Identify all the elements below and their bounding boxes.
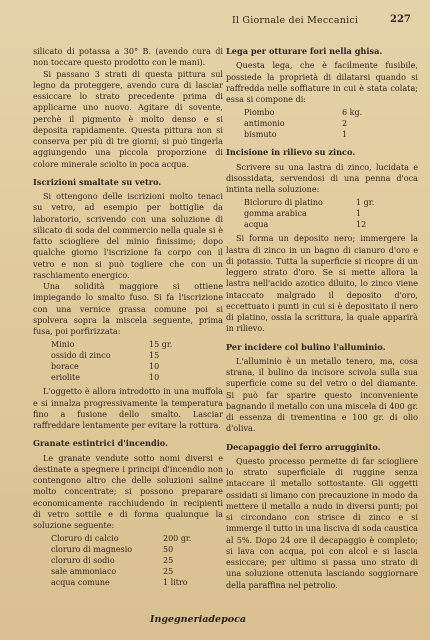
recipe-row bbox=[244, 129, 397, 140]
recipe-table bbox=[51, 339, 204, 383]
paragraph: silicato di potassa a 30° B. (avendo cura di non toccare questo prodotto con le mani). bbox=[33, 46, 223, 68]
ingredient-name: Minio bbox=[51, 340, 75, 350]
ingredient-name: sale ammoniaco bbox=[51, 567, 117, 577]
recipe-row bbox=[244, 208, 411, 219]
paragraph: Si passano 3 strati di questa pittura sul legno da proteggere, avendo cura di lasciar essiccare lo strato precedente prima di applicarne uno nuovo. Agitare di sovente, perchè il pigmento è molto denso e si deposita rapidamente. Questa pittura non si conserva per più di tre giorni; si può tingerla aggiungendo una piccola proporzione di colore minerale sciolto in poca acqua. bbox=[33, 68, 223, 169]
ingredient-qty: 10 bbox=[149, 373, 160, 383]
ingredient-qty: 12 bbox=[356, 220, 367, 230]
recipe-table bbox=[244, 197, 411, 230]
paragraph: L'alluminio è un metallo tenero, ma, cosa strana, il bulino da incisore scivola sulla sua superficie come su del vetro o del diamante. Si può far sparire questo inconveniente bagnando il metallo con una miscela di 400 gr. di essenza di trementina e 100 gr. di olio d'oliva. bbox=[226, 355, 418, 434]
recipe-row bbox=[51, 350, 204, 361]
section-heading: Incisione in rilievo su zinco. bbox=[226, 147, 356, 158]
ingredient-qty: 1 gr. bbox=[356, 198, 375, 208]
ingredient-qty: 1 bbox=[342, 130, 348, 140]
ingredient-qty: 1 bbox=[356, 209, 362, 219]
ingredient-qty: 50 bbox=[163, 545, 174, 555]
ingredient-qty: 25 bbox=[163, 567, 174, 577]
ingredient-name: borace bbox=[51, 362, 79, 372]
recipe-row bbox=[51, 339, 204, 350]
ingredient-name: acqua comune bbox=[51, 578, 110, 588]
running-header bbox=[0, 10, 430, 30]
paragraph: L'oggetto è allora introdotto in una muffola e si innalza progressivamente la temperatura fino a fusione dello smalto. Lasciar raffreddare lentamente per evitare la rottura. bbox=[33, 386, 223, 430]
ingredient-qty: 10 bbox=[149, 362, 160, 372]
journal-title: Il Giornale dei Meccanici bbox=[232, 15, 359, 26]
ingredient-name: gomma arabica bbox=[244, 209, 307, 219]
paragraph: Una solidità maggiore si ottiene impiegando lo smalto fuso. Si fa l'iscrizione con una vernice grassa comune poi si spolvera sopra la miscela seguente, prima fusa, poi porfirizzata: bbox=[33, 281, 223, 336]
section-heading: Lega per otturare fori nella ghisa. bbox=[226, 46, 383, 56]
recipe-row bbox=[51, 533, 218, 544]
ingredient-name: acqua bbox=[244, 220, 269, 230]
ingredient-qty: 15 bbox=[149, 351, 160, 361]
recipe-table bbox=[244, 107, 397, 140]
recipe-row bbox=[244, 219, 411, 230]
recipe-row bbox=[51, 577, 218, 588]
ingredient-name: cloruro di sodio bbox=[51, 556, 115, 566]
paragraph: Si forma un deposito nero; immergere la lastra di zinco in un bagno di cianuro d'oro e di potassio. Tutta la superficie si ricopre di un leggero strato d'oro. Se si mette allora la lastra nell'acido azotico diluito, lo zinco viene intaccato malgrado il deposito d'oro, eccettuato i punti in cui si è depositato il nero di platino, ossia la scrittura, la quale apparirà in rilievo. bbox=[226, 233, 418, 334]
recipe-row bbox=[244, 118, 397, 129]
recipe-row bbox=[51, 566, 218, 577]
recipe-row bbox=[244, 197, 411, 208]
paragraph: Questa lega, che è facilmente fusibile, possiede la proprietà di dilatarsi quando si raffredda nelle soffiature in cui è stata colata; essa si compone di: bbox=[226, 60, 418, 104]
recipe-row bbox=[51, 544, 218, 555]
ingredient-qty: 1 litro bbox=[163, 578, 188, 588]
left-column bbox=[33, 46, 223, 591]
right-column bbox=[226, 46, 418, 591]
ingredient-qty: 2 bbox=[342, 119, 348, 129]
paragraph: Questo processo permette di far sciogliere lo strato superficiale di ruggine senza intaccare il metallo sottostante. Gli oggetti ossidati si limano con precauzione in modo da mettere il metallo a nudo in diversi punti; poi si circondano con strisce di zinco e si immerge il tutto in una lisciva di soda caustica al 5%. Dopo 24 ore il decapaggio è completo; si lava con acqua, poi con alcol e si lascia essiccare; per ultimo si passa uno strato di una soluzione ottenuta lasciando soggiornare della paraffina nel petrolio. bbox=[226, 455, 418, 590]
ingredient-name: cloruro di magnesio bbox=[51, 545, 133, 555]
ingredient-qty: 15 gr. bbox=[149, 340, 173, 350]
paragraph: Scrivere su una lastra di zinco, lucidata e disossidata, servendosi di una penna d'oca intinta nella soluzione: bbox=[226, 161, 418, 194]
recipe-row bbox=[51, 372, 204, 383]
ingredient-qty: 200 gr. bbox=[163, 534, 192, 544]
ingredient-name: Piombo bbox=[244, 108, 275, 118]
recipe-row bbox=[51, 555, 218, 566]
section-heading: Per incidere col bulino l'alluminio. bbox=[226, 341, 386, 352]
paragraph: Si ottengono delle iscrizioni molto tenaci su vetro, ad esempio per bottiglie da laboratorio, scrivendo con una soluzione di silicato di soda del commercio nella quale si è fatto sciogliere del minio finissimo; dopo qualche giorno l'iscrizione fa corpo con il vetro e non si può togliere che con un raschiamento energico. bbox=[33, 191, 223, 280]
ingredient-name: eriolite bbox=[51, 373, 80, 383]
page-number: 227 bbox=[390, 14, 411, 25]
recipe-row bbox=[244, 107, 397, 118]
section-heading: Iscrizioni smaltate su vetro. bbox=[33, 176, 162, 187]
ingredient-qty: 6 kg. bbox=[342, 108, 363, 118]
ingredient-qty: 25 bbox=[163, 556, 174, 566]
ingredient-name: Bicloruro di platino bbox=[244, 198, 323, 208]
ingredient-name: bismuto bbox=[244, 130, 277, 140]
recipe-table bbox=[51, 533, 218, 588]
ingredient-name: ossido di zinco bbox=[51, 351, 111, 361]
section-heading: Granate estintrici d'incendio. bbox=[33, 438, 168, 449]
paragraph: Le granate vendute sotto nomi diversi e destinate a spegnere i principi d'incendio non contengono altro che delle soluzioni saline molto concentrate; si possono preparare economicamente racchiudendo in recipienti di vetro sottile e di forma qualunque la soluzione seguente: bbox=[33, 452, 223, 530]
ingredient-name: Cloruro di calcio bbox=[51, 534, 119, 544]
section-heading: Decapaggio del ferro arrugginito. bbox=[226, 441, 381, 452]
recipe-row bbox=[51, 361, 204, 372]
ingredient-name: antimonio bbox=[244, 119, 285, 129]
watermark: Ingegneriadepoca bbox=[150, 614, 247, 625]
